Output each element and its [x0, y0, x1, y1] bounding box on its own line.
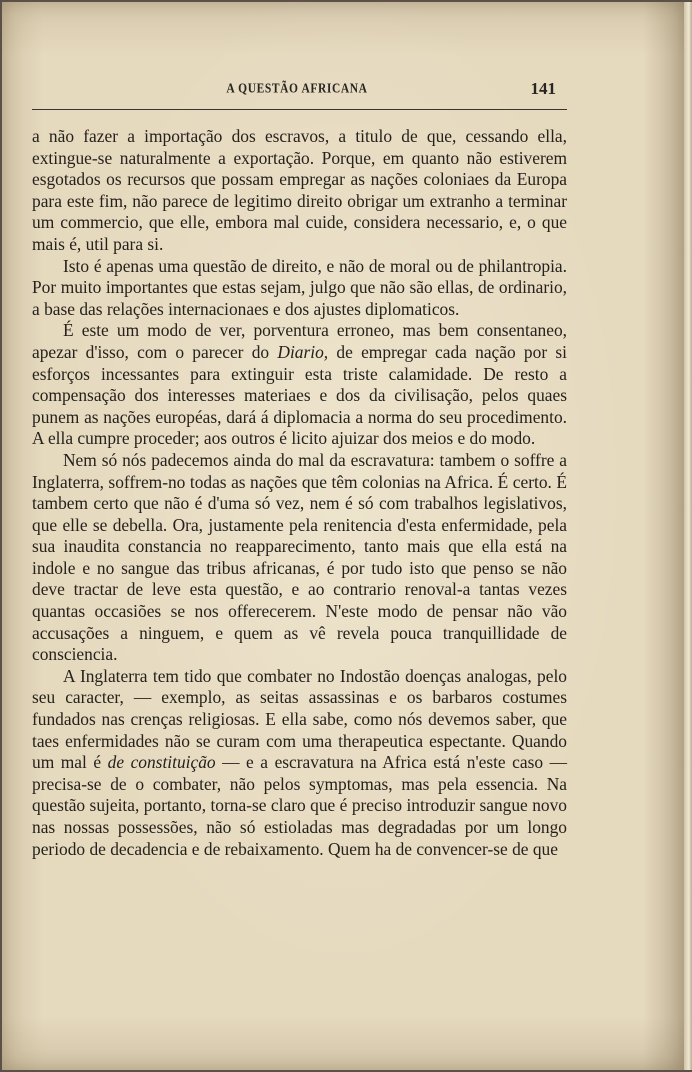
- text-run: — e a escravatura na Africa está n'este caso — precisa-se de o combater, não pelos symptomas, mas pela essencia. Na questão sujeita, portanto, torna-se claro que é preciso introduzir sangue novo nas nossas possessões, não só estioladas mas degradadas por um longo periodo de decadencia e de rebaixamento. Quem ha de convencer-se de que: [32, 752, 567, 859]
- italic-text-run: de constituição: [107, 752, 216, 773]
- text-run: É este um modo de ver, porventura erroneo, mas bem consentaneo, apezar d'isso, com o parecer do: [32, 320, 567, 362]
- italic-text-run: Diario,: [277, 341, 329, 362]
- text-run: Isto é apenas uma questão de direito, e não de moral ou de philantropia. Por muito importantes que estas sejam, julgo que não são ellas, de ordinario, a base das relações internacionaes e dos ajustes diplomaticos.: [32, 255, 567, 319]
- text-run: de empregar cada nação por si esforços incessantes para extinguir esta triste calamidade. De resto a compensação dos interesses materiaes e dos da civilisação, pelos quaes punem as nações européas, dará á diplomacia a norma do seu procedimento. A ella cumpre proceder; aos outros é licito ajuizar dos meios e do modo.: [32, 341, 567, 449]
- paragraph: [32, 450, 567, 666]
- text-run: a não fazer a importação dos escravos, a titulo de que, cessando ella, extingue-se naturalmente a exportação. Porque, em quanto não estiverem esgotados os recursos que possam empregar as nações coloniaes da Europa para este fim, não parece de legitimo direito obrigar um extranho a terminar um commercio, que elle, embora mal cuide, considera necessario, e, o que mais é, util para si.: [32, 126, 567, 254]
- page-number: 141: [530, 79, 556, 98]
- paragraph: [32, 126, 567, 256]
- running-header: [32, 78, 562, 104]
- paragraph: [32, 256, 567, 321]
- page-edge: [684, 2, 692, 1070]
- book-page: [2, 2, 684, 1070]
- paragraph: [32, 666, 567, 860]
- text-run: A Inglaterra tem tido que combater no Indostão doenças analogas, pelo seu caracter, — exemplo, as seitas assassinas e os barbaros costumes fundados nas crenças religiosas. E ella sabe, como nós devemos saber, que taes enfermidades não se curam com uma therapeutica espectante. Quando um mal é: [32, 665, 567, 773]
- running-title: A QUESTÃO AFRICANA: [226, 82, 368, 96]
- paragraph: [32, 320, 567, 450]
- text-run: Nem só nós padecemos ainda do mal da escravatura: tambem o soffre a Inglaterra, soffrem-no todas as nações que têm colonias na Africa. É certo. É tambem certo que não é d'uma só vez, nem é só com trabalhos legislativos, que elle se debella. Ora, justamente pela renitencia d'esta enfermidade, pela sua inaudita constancia no reapparecimento, tanto mais que ella está na indole e no sangue das tribus africanas, é por tudo isto que penso se não deve tractar de leve esta questão, e ao contrario renoval-a tantas vezes quantas occasiões se nos offerecerem. N'este modo de pensar não vão accusações a ninguem, e quem as vê revela pouca tranquillidade de consciencia.: [32, 449, 567, 665]
- header-rule: [32, 109, 567, 110]
- body-text: [32, 126, 567, 860]
